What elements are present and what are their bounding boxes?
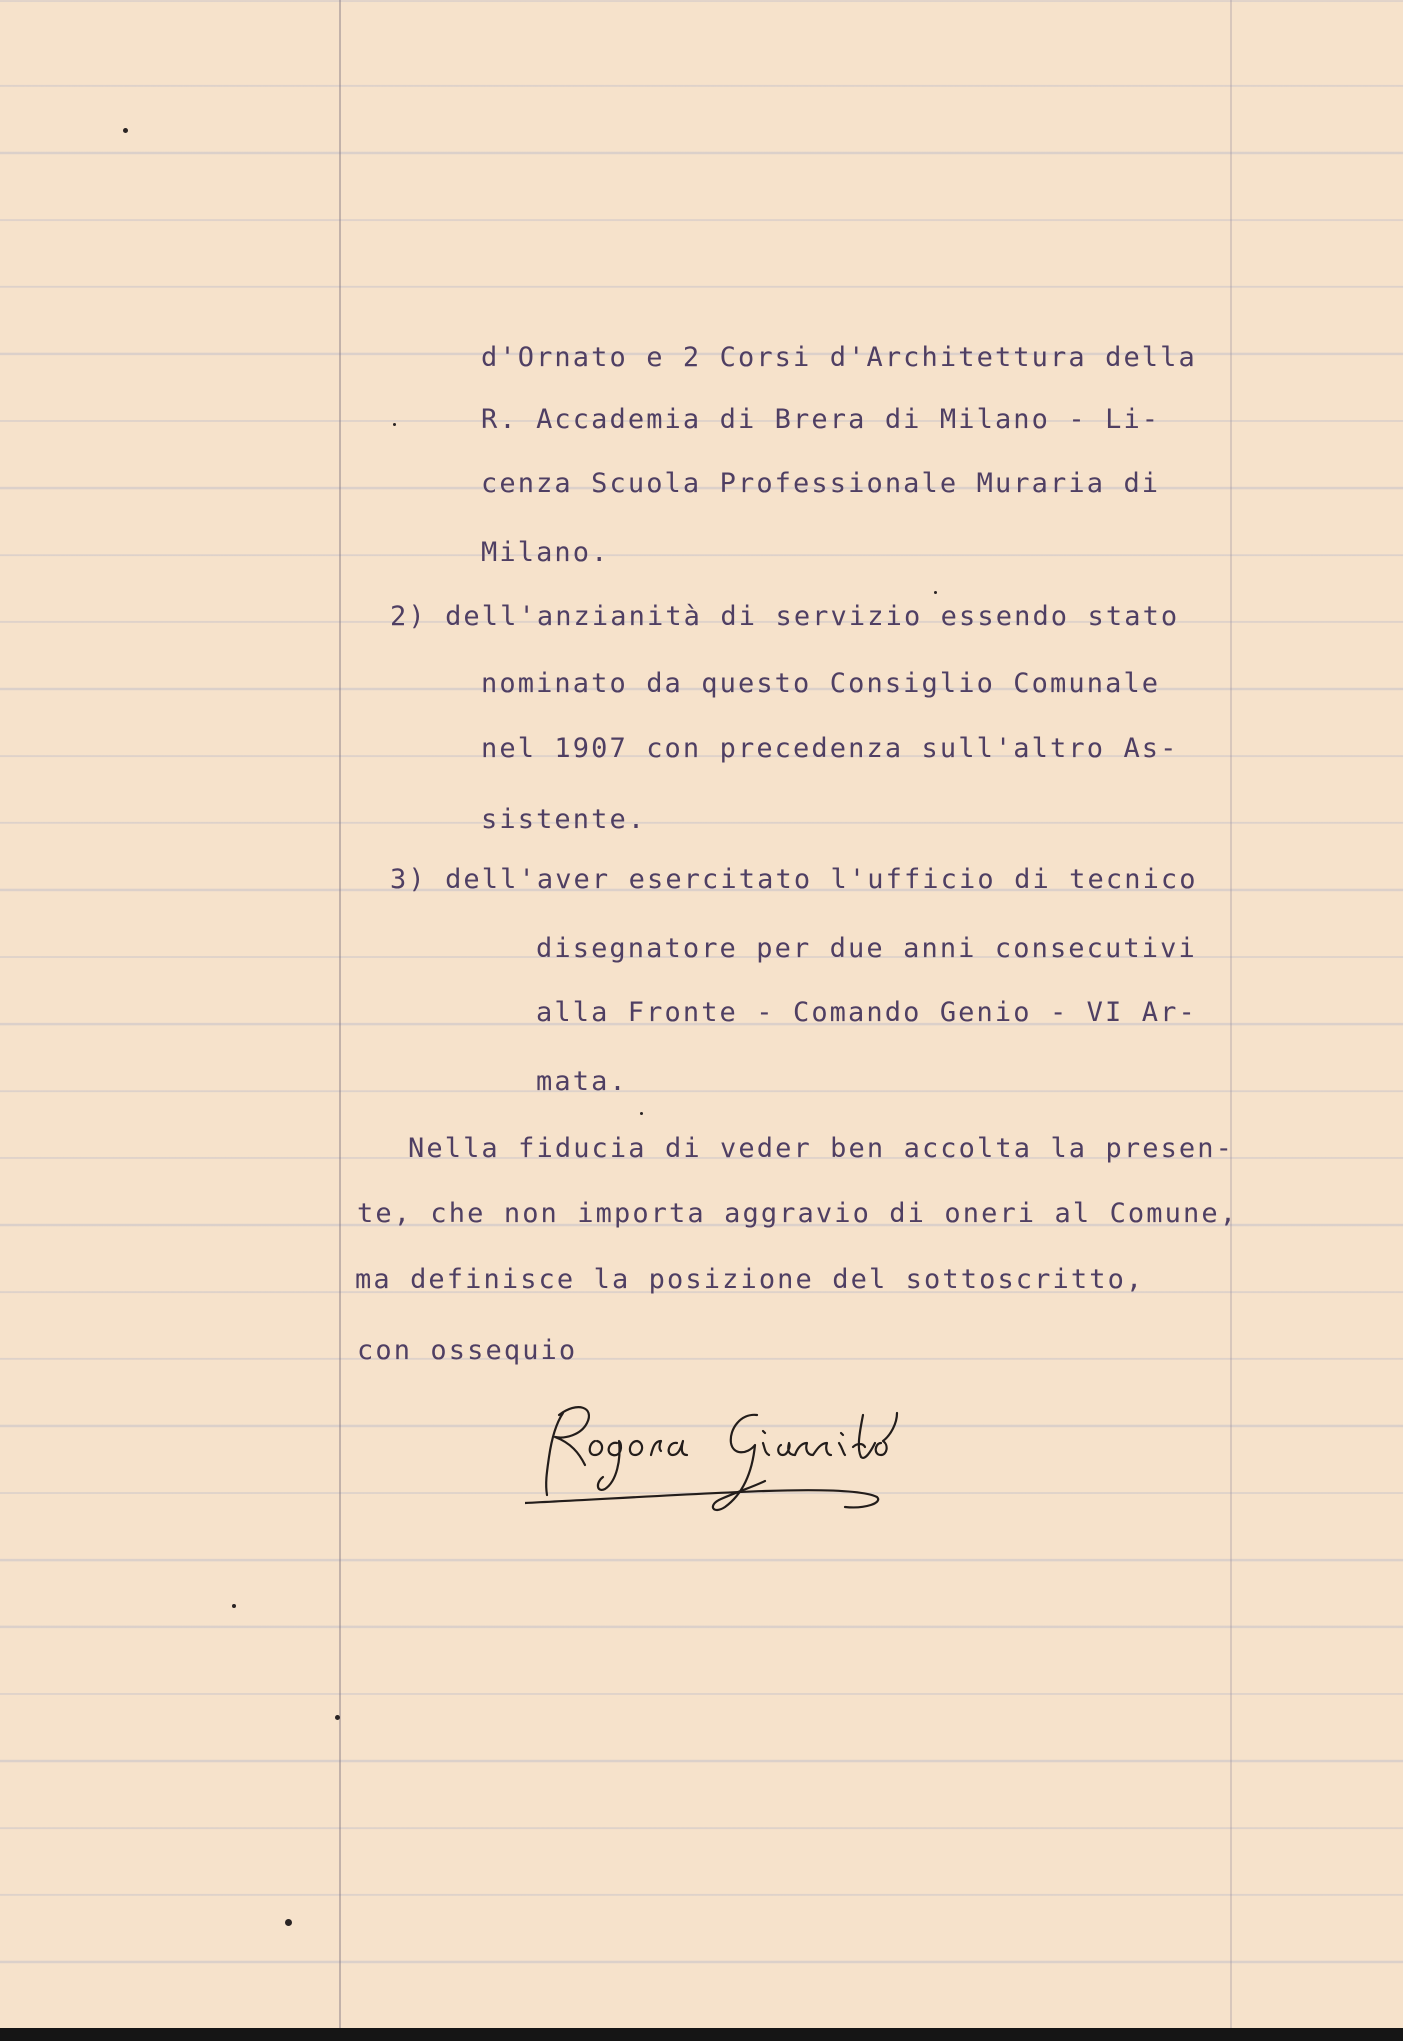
scan-bottom-edge: [0, 2028, 1403, 2041]
text-line-12: mata.: [536, 1066, 628, 1097]
text-line-4: Milano.: [481, 537, 610, 568]
ink-speck: [934, 591, 937, 594]
right-margin-rule: [1230, 0, 1232, 2028]
text-line-3: cenza Scuola Professionale Muraria di: [481, 468, 1161, 499]
ink-speck: [393, 423, 396, 426]
ink-speck: [640, 1112, 643, 1115]
list-item-3: 3) dell'aver esercitato l'ufficio di tecnico: [390, 864, 1198, 895]
ink-speck: [232, 1604, 236, 1608]
text-line-2: R. Accademia di Brera di Milano - Li-: [481, 404, 1161, 435]
handwritten-signature: [525, 1395, 925, 1515]
ink-speck: [123, 128, 128, 133]
text-line-14: te, che non importa aggravio di oneri al Comune,: [357, 1198, 1239, 1229]
text-line-10: disegnatore per due anni consecutivi: [536, 933, 1197, 964]
ink-speck: [285, 1919, 292, 1926]
text-line-15: ma definisce la posizione del sottoscritto,: [355, 1264, 1145, 1295]
closing-salutation: con ossequio: [357, 1335, 578, 1366]
text-line-7: nel 1907 con precedenza sull'altro As-: [481, 733, 1179, 764]
text-line-1: d'Ornato e 2 Corsi d'Architettura della: [481, 342, 1197, 373]
closing-paragraph-start: Nella fiducia di veder ben accolta la presen-: [408, 1133, 1234, 1164]
text-line-8: sistente.: [481, 804, 647, 835]
ink-speck: [335, 1715, 340, 1720]
text-line-11: alla Fronte - Comando Genio - VI Ar-: [536, 997, 1197, 1028]
text-line-6: nominato da questo Consiglio Comunale: [481, 668, 1161, 699]
list-item-2: 2) dell'anzianità di servizio essendo stato: [390, 601, 1180, 632]
left-margin-rule: [339, 0, 341, 2028]
